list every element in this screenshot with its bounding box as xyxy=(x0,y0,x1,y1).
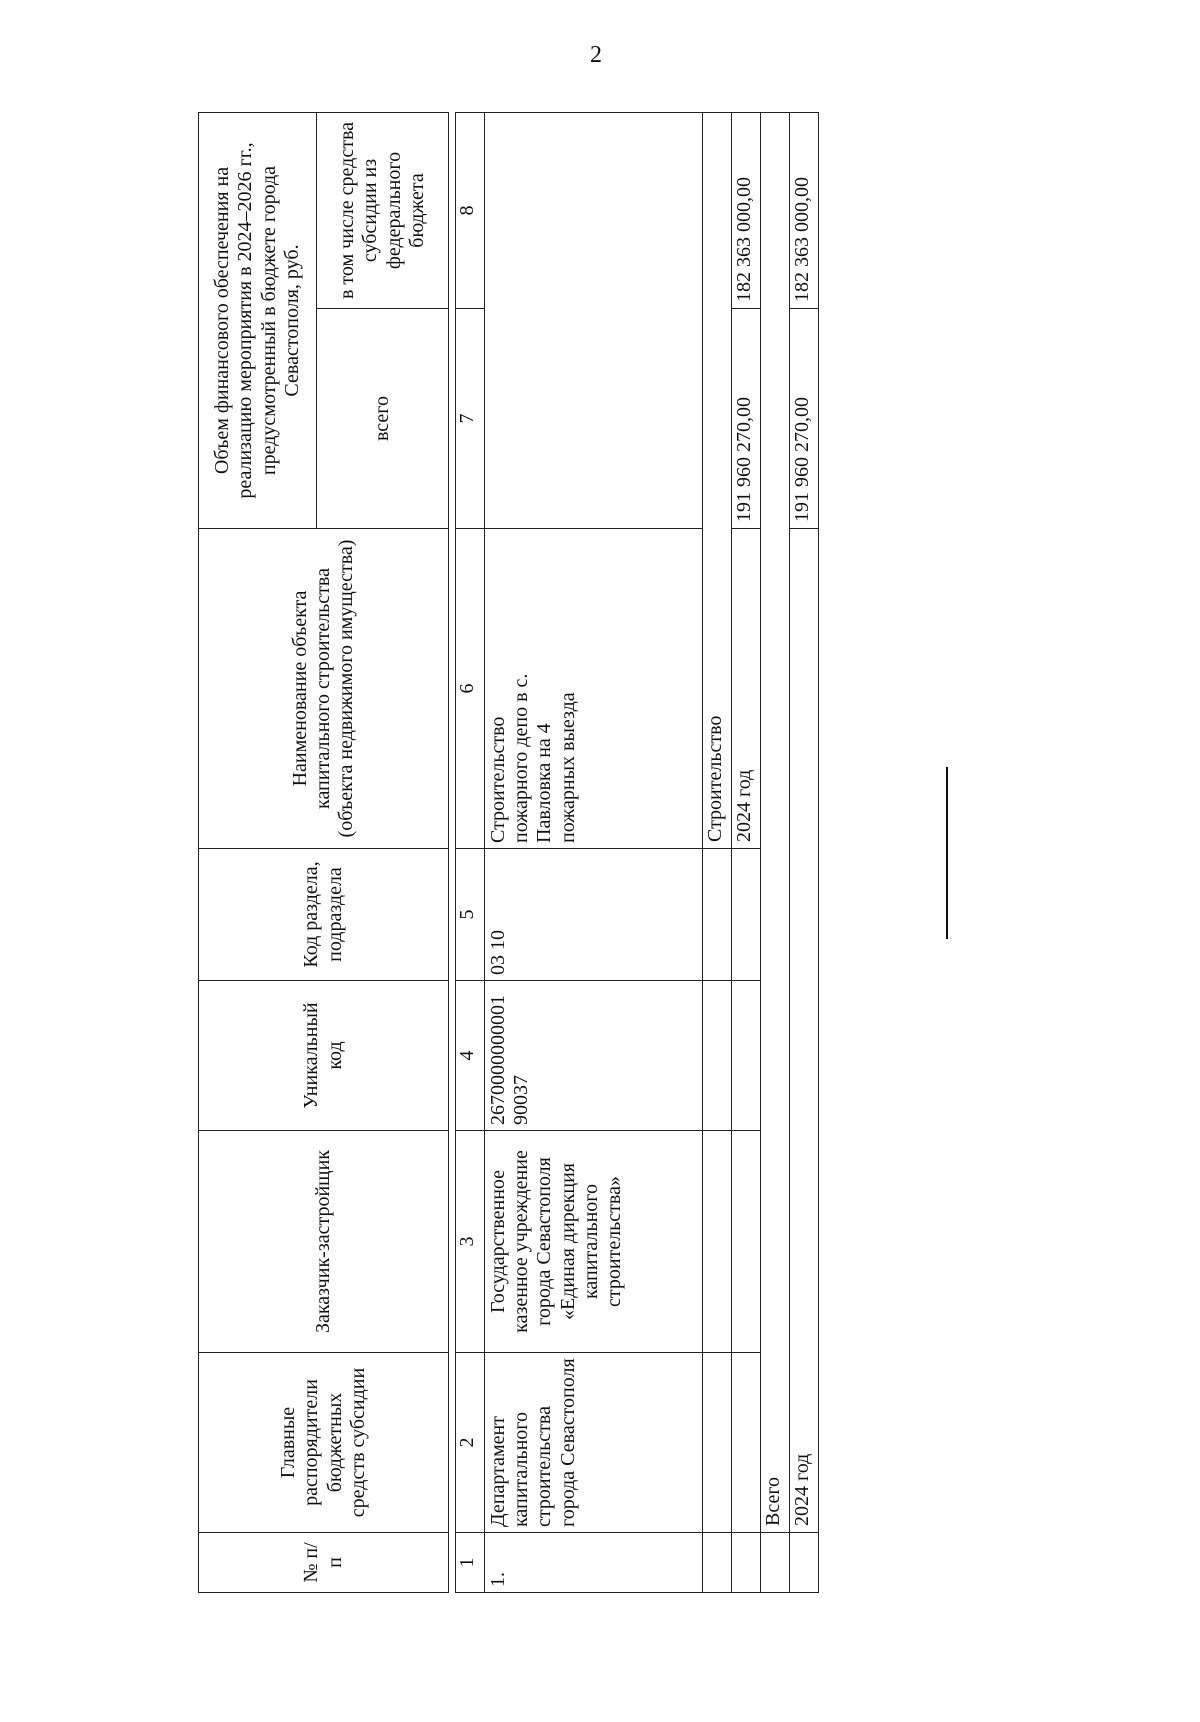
column-number: 2 xyxy=(456,1353,485,1533)
separator-line xyxy=(946,767,948,939)
subtotal-empty-cell xyxy=(703,1131,732,1353)
row-num: 1. xyxy=(485,1533,703,1593)
financing-table xyxy=(198,112,819,1593)
grand-total-empty-cell xyxy=(790,1533,819,1593)
subtotal-empty-cell xyxy=(703,981,732,1131)
grand-total-year-row xyxy=(790,112,819,1592)
grand-total-row xyxy=(761,112,790,1592)
grand-total-year-label: 2024 год xyxy=(790,529,819,1533)
subtotal-empty-cell xyxy=(732,981,761,1131)
subtotal-type-label: Строительство xyxy=(703,112,732,848)
header-customer: Заказчик-застройщик xyxy=(199,1131,449,1353)
subtotal-federal: 182 363 000,00 xyxy=(732,112,761,308)
subtotal-empty-cell xyxy=(732,1353,761,1533)
column-number: 3 xyxy=(456,1131,485,1353)
column-number: 6 xyxy=(456,529,485,849)
subtotal-empty-cell xyxy=(703,1533,732,1593)
grand-total-total: 191 960 270,00 xyxy=(790,309,819,529)
header-num: № п/п xyxy=(199,1533,449,1593)
grand-total-empty-cell xyxy=(761,1533,790,1593)
subtotal-empty-cell xyxy=(732,1131,761,1353)
subtotal-year-row xyxy=(732,112,761,1592)
column-number: 8 xyxy=(456,112,485,308)
grand-total-label: Всего xyxy=(761,112,790,1532)
header-section-code: Код раздела, подраздела xyxy=(199,849,449,981)
table-gap xyxy=(449,112,456,1592)
grand-total-federal: 182 363 000,00 xyxy=(790,112,819,308)
subtotal-type-row xyxy=(703,112,732,1592)
table-row xyxy=(485,112,703,1592)
row-financing-empty xyxy=(485,112,703,528)
page-number: 2 xyxy=(590,42,602,68)
column-number: 5 xyxy=(456,849,485,981)
subtotal-total: 191 960 270,00 xyxy=(732,309,761,529)
header-federal: в том числе средства субсидии из федерального бюджета xyxy=(317,112,449,308)
column-number: 1 xyxy=(456,1533,485,1593)
subtotal-empty-cell xyxy=(732,1533,761,1593)
row-object-name: Строительство пожарного депо в с. Павловка на 4 пожарных выезда xyxy=(485,529,703,849)
row-unique-code: 267000000000190037 xyxy=(485,981,703,1131)
subtotal-year-label: 2024 год xyxy=(732,529,761,849)
row-customer: Государственное казенное учреждение города Севастополя «Единая дирекция капитального строительства» xyxy=(485,1131,703,1353)
row-distributor: Департамент капитального строительства города Севастополя xyxy=(485,1353,703,1533)
subtotal-empty-cell xyxy=(703,1353,732,1533)
column-numbers-row xyxy=(456,112,485,1592)
row-section-code: 03 10 xyxy=(485,849,703,981)
header-object-name: Наименование объекта капитального строительства (объекта недвижимого имущества) xyxy=(199,529,449,849)
subtotal-empty-cell xyxy=(732,849,761,981)
header-distributor: Главные распорядители бюджетных средств субсидии xyxy=(199,1353,449,1533)
header-unique-code: Уникальный код xyxy=(199,981,449,1131)
header-total: всего xyxy=(317,309,449,529)
column-number: 7 xyxy=(456,309,485,529)
subtotal-empty-cell xyxy=(703,849,732,981)
rotated-table-container xyxy=(198,113,862,1593)
column-number: 4 xyxy=(456,981,485,1131)
header-financing-group: Объем финансового обеспечения на реализацию мероприятия в 2024–2026 гг., предусмотренный в бюджете города Севастополя, руб. xyxy=(199,112,317,528)
